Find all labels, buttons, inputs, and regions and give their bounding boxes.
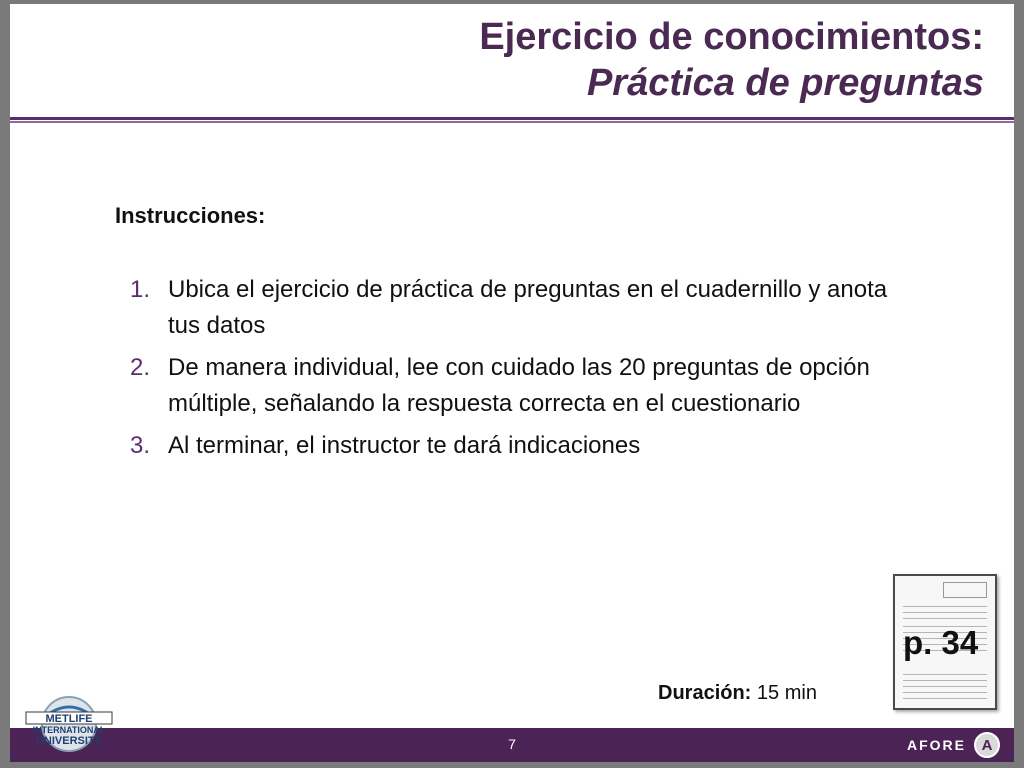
instructions-list — [130, 272, 890, 470]
slide-title-block — [479, 14, 984, 106]
page-reference: p. 34 — [903, 624, 979, 661]
metlife-university-logo — [24, 694, 114, 754]
slide-number: 7 — [508, 736, 516, 752]
instruction-step — [130, 272, 890, 344]
step-number: 3. — [130, 432, 151, 459]
step-number: 1. — [130, 276, 151, 303]
slide-title: Ejercicio de conocimientos: — [479, 16, 984, 58]
step-text: De manera individual, lee con cuidado las 20 preguntas de opción múltiple, señalando la respuesta correcta en el cuestionario — [168, 354, 870, 417]
afore-logo-text: AFORE — [907, 737, 966, 753]
step-text: Al terminar, el instructor te dará indicaciones — [168, 432, 641, 459]
title-divider — [10, 117, 1014, 123]
step-number: 2. — [130, 354, 151, 381]
duration — [658, 682, 817, 705]
afore-logo — [890, 729, 1000, 761]
instruction-step — [130, 428, 890, 464]
thumbnail-header-box — [943, 582, 987, 598]
duration-value: 15 min — [756, 682, 817, 704]
step-text: Ubica el ejercicio de práctica de preguntas en el cuadernillo y anota tus datos — [168, 276, 888, 339]
logo-line-1: METLIFE — [45, 713, 93, 725]
instructions-heading: Instrucciones: — [115, 203, 266, 228]
instruction-step — [130, 350, 890, 422]
logo-line-3: UNIVERSITY — [35, 735, 103, 747]
afore-logo-mark: A — [974, 732, 1000, 758]
duration-label: Duración: — [658, 682, 752, 704]
logo-line-2: INTERNATIONAL — [32, 725, 106, 735]
slide-subtitle: Práctica de preguntas — [586, 62, 984, 104]
